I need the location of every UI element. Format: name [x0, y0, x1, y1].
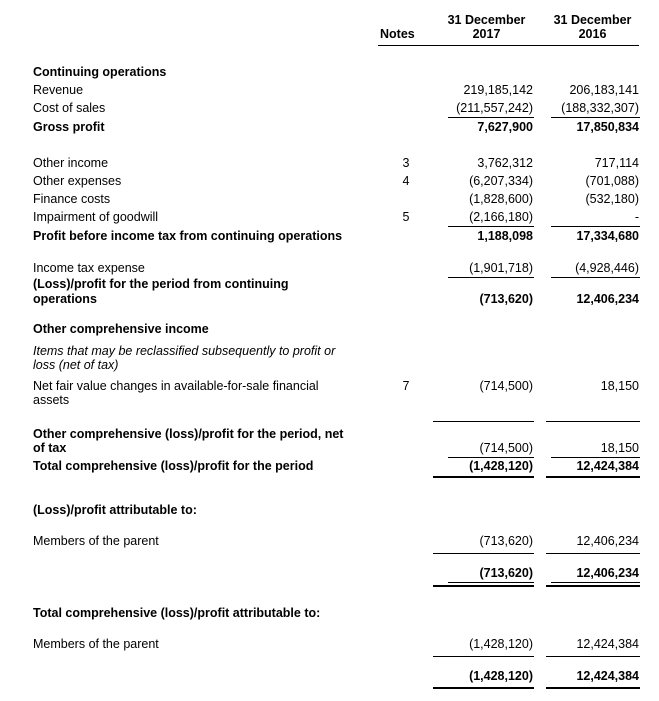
finance-costs-2016: (532,180): [585, 192, 639, 206]
attr-total-dbl-rule-2016: [546, 585, 640, 587]
other-income-2017: 3,762,312: [477, 156, 533, 170]
tci-members-2017: (1,428,120): [469, 637, 533, 651]
oci-top-rule-2016: [546, 421, 640, 422]
attr-total-underline-2016: [551, 582, 640, 583]
other-expenses-note: 4: [402, 174, 410, 188]
impairment-label: Impairment of goodwill: [33, 210, 159, 224]
afs-label-line1: Net fair value changes in available-for-sale financial: [33, 379, 319, 393]
tci-attr-total-dbl-rule-2017: [433, 687, 534, 689]
revenue-2016: 206,183,141: [569, 83, 639, 97]
oci-total-2017: (714,500): [479, 441, 533, 455]
tci-attr-total-2017: (1,428,120): [469, 669, 533, 683]
other-expenses-2016: (701,088): [585, 174, 639, 188]
header-underline: [378, 45, 639, 46]
period-profit-label-line2: operations: [33, 292, 97, 306]
notes-header: Notes: [380, 27, 415, 41]
continuing-operations-heading: Continuing operations: [33, 65, 167, 79]
gross-profit-label: Gross profit: [33, 120, 105, 134]
impairment-2017: (2,166,180): [469, 210, 533, 224]
other-income-2016: 717,114: [594, 156, 639, 170]
attr-heading: (Loss)/profit attributable to:: [33, 503, 197, 517]
col-2016-header-line1: 31 December: [553, 13, 632, 27]
cost-of-sales-rule-2017: [448, 117, 534, 118]
tci-total-dbl-rule-2016: [546, 476, 640, 478]
tci-total-2017: (1,428,120): [469, 459, 533, 473]
cost-of-sales-2016: (188,332,307): [561, 101, 639, 115]
impairment-rule-2017: [448, 226, 534, 227]
attr-members-label: Members of the parent: [33, 534, 159, 548]
income-tax-2017: (1,901,718): [469, 261, 533, 275]
col-2017-header-line2: 2017: [472, 27, 501, 41]
attr-total-dbl-rule-2017: [433, 585, 534, 587]
tci-total-2016: 12,424,384: [576, 459, 639, 473]
period-profit-label-line1: (Loss)/profit for the period from continuing: [33, 277, 289, 291]
impairment-2016: -: [634, 210, 639, 224]
afs-note: 7: [402, 379, 410, 393]
period-profit-2017: (713,620): [479, 292, 533, 306]
tci-total-label: Total comprehensive (loss)/profit for the period: [33, 459, 314, 473]
attr-members-2017: (713,620): [479, 534, 533, 548]
oci-total-rule-2016: [551, 457, 640, 458]
oci-top-rule-2017: [433, 421, 534, 422]
col-2016-header-line2: 2016: [578, 27, 607, 41]
finance-costs-label: Finance costs: [33, 192, 111, 206]
attr-members-2016: 12,406,234: [576, 534, 639, 548]
oci-total-2016: 18,150: [600, 441, 639, 455]
other-expenses-label: Other expenses: [33, 174, 122, 188]
pbt-label: Profit before income tax from continuing operations: [33, 229, 343, 243]
revenue-2017: 219,185,142: [463, 83, 533, 97]
afs-2017: (714,500): [479, 379, 533, 393]
other-income-label: Other income: [33, 156, 109, 170]
tci-members-label: Members of the parent: [33, 637, 159, 651]
cost-of-sales-2017: (211,557,242): [456, 101, 533, 115]
tci-attr-total-dbl-rule-2016: [546, 687, 640, 689]
income-tax-label: Income tax expense: [33, 261, 145, 275]
pbt-2017: 1,188,098: [477, 229, 533, 243]
period-profit-2016: 12,406,234: [576, 292, 639, 306]
revenue-label: Revenue: [33, 83, 84, 97]
oci-total-rule-2017: [448, 457, 534, 458]
other-expenses-2017: (6,207,334): [469, 174, 533, 188]
afs-label-line2: assets: [33, 393, 70, 407]
attr-total-2016: 12,406,234: [576, 566, 639, 580]
oci-total-label-line2: of tax: [33, 441, 67, 455]
col-2017-header-line1: 31 December: [447, 13, 526, 27]
attr-total-2017: (713,620): [479, 566, 533, 580]
tci-members-rule-2017: [433, 656, 534, 657]
afs-2016: 18,150: [600, 379, 639, 393]
attr-rule-2017: [433, 553, 534, 554]
attr-total-underline-2017: [448, 582, 534, 583]
tci-members-rule-2016: [546, 656, 640, 657]
oci-heading: Other comprehensive income: [33, 322, 209, 336]
tax-rule-2017: [448, 277, 534, 278]
tci-attr-heading: Total comprehensive (loss)/profit attributable to:: [33, 606, 321, 620]
impairment-note: 5: [402, 210, 410, 224]
income-tax-2016: (4,928,446): [575, 261, 639, 275]
tci-total-dbl-rule-2017: [433, 476, 534, 478]
oci-items-line2: loss (net of tax): [33, 358, 119, 372]
tci-attr-total-2016: 12,424,384: [576, 669, 639, 683]
tax-rule-2016: [551, 277, 640, 278]
other-income-note: 3: [402, 156, 410, 170]
cost-of-sales-label: Cost of sales: [33, 101, 106, 115]
gross-profit-2016: 17,850,834: [576, 120, 639, 134]
finance-costs-2017: (1,828,600): [469, 192, 533, 206]
cost-of-sales-rule-2016: [551, 117, 640, 118]
impairment-rule-2016: [551, 226, 640, 227]
oci-total-label-line1: Other comprehensive (loss)/profit for the period, net: [33, 427, 344, 441]
oci-items-line1: Items that may be reclassified subsequently to profit or: [33, 344, 336, 358]
gross-profit-2017: 7,627,900: [477, 120, 533, 134]
tci-members-2016: 12,424,384: [576, 637, 639, 651]
attr-rule-2016: [546, 553, 640, 554]
pbt-2016: 17,334,680: [576, 229, 639, 243]
